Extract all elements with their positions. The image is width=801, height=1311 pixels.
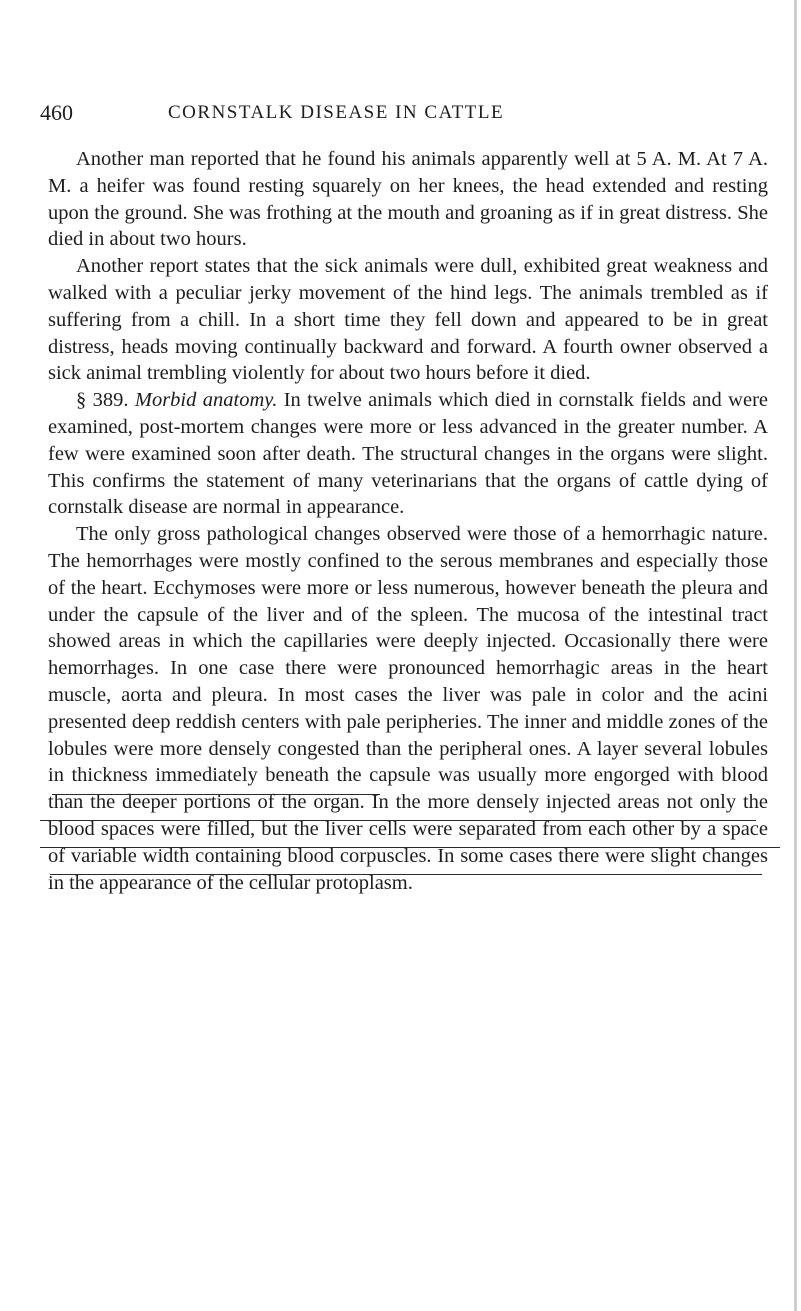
running-head: CORNSTALK DISEASE IN CATTLE: [168, 102, 505, 123]
paragraph-heifer-report: Another man reported that he found his animals apparently well at 5 A. M. At 7 A. M. a heifer was found resting squarely on her knees, the head extended and resting upon the ground. She was frothing at the mouth and groaning as if in great distress. She died in about two hours.: [48, 148, 768, 251]
page-number: 460: [40, 100, 73, 125]
paragraph-sick-animals-report: Another report states that the sick animals were dull, exhibited great weakness and walked with a peculiar jerky movement of the hind legs. The animals trembled as if suffering from a chill. In a short time they fell down and appeared to be in great distress, heads moving continually backward and forward. A fourth owner observed a sick animal trembling violently for about two hours before it died.: [48, 255, 768, 385]
page-header: [40, 100, 760, 128]
page-edge: [794, 0, 797, 1311]
section-number: § 389.: [76, 389, 129, 412]
body-text: [48, 146, 768, 896]
section-body: In twelve animals which died in cornstalk fields and were examined, post-mortem changes were more or less advanced in the greater number. A few were examined soon after death. The structural changes in the organs were slight. This confirms the statement of many veterinarians that the organs of cattle dying of cornstalk disease are normal in appearance.: [48, 389, 769, 519]
section-title: Morbid anatomy.: [134, 389, 278, 412]
paragraph-morbid-anatomy: [48, 387, 768, 521]
paragraph-pathological-changes: The only gross pathological changes observed were those of a hemorrhagic nature. The hemorrhages were mostly confined to the serous membranes and especially those of the heart. Ecchymoses were more or less numerous, however beneath the pleura and under the capsule of the liver and of the spleen. The mucosa of the intestinal tract showed areas in which the capillaries were deeply injected. Occasionally there were hemorrhages. In one case there were pronounced hemorrhagic areas in the heart muscle, aorta and pleura. In most cases the liver was pale in color and the acini presented deep reddish centers with pale peripheries. The inner and middle zones of the lobules were more densely congested than the peripheral ones. A layer several lobules in thickness immediately beneath the capsule was usually more engorged with blood than the deeper portions of the organ. In the more densely injected areas not only the blood spaces were filled, but the liver cells were separated from each other by a space of variable width containing blood corpuscles. In some cases there were slight changes in the appearance of the cellular protoplasm.: [48, 523, 768, 894]
